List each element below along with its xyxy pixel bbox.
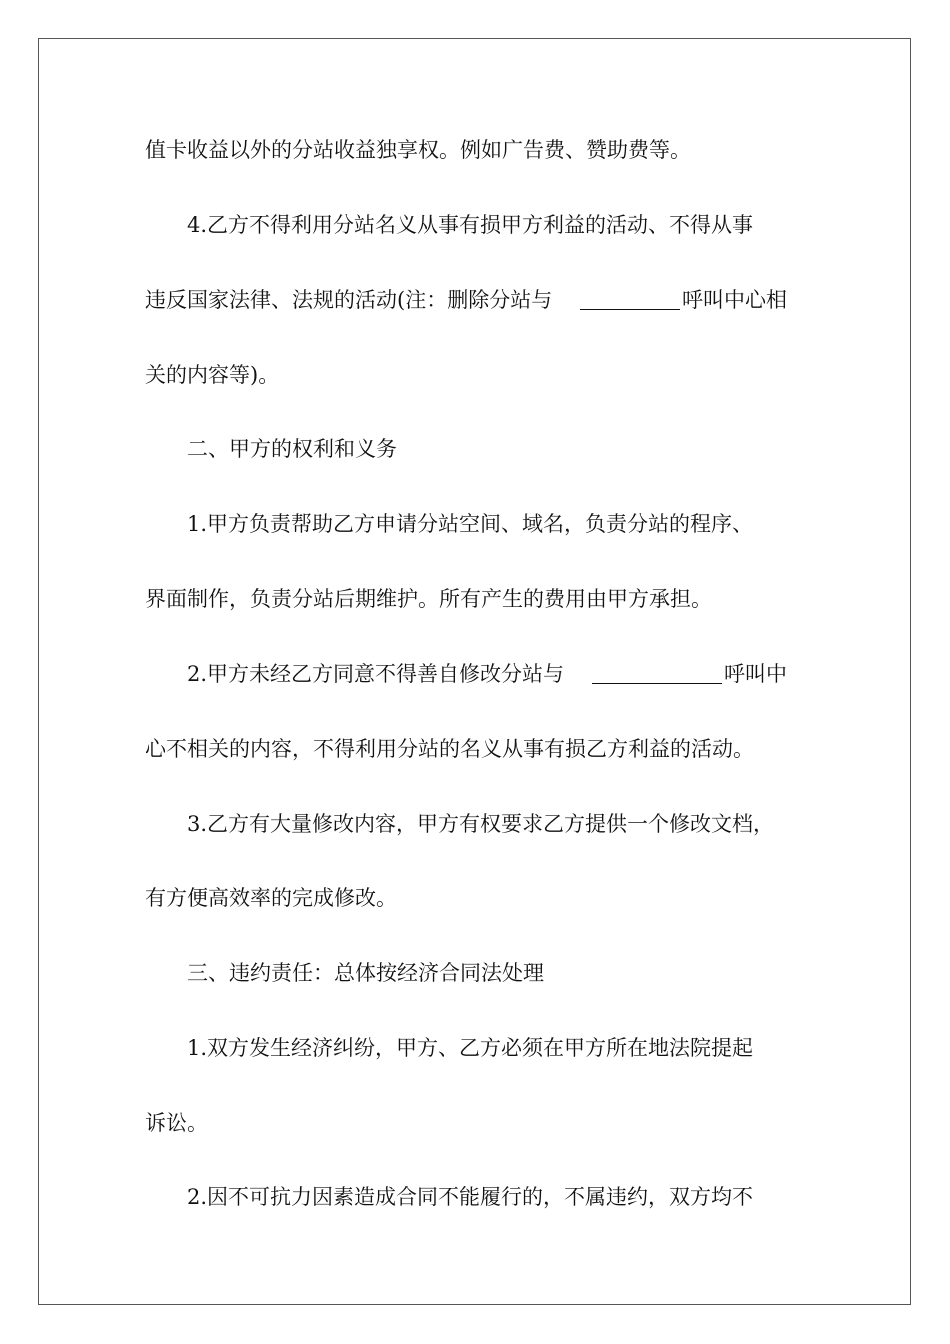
line-text: 2.因不可抗力因素造成合同不能履行的，不属违约，双方均不	[187, 1185, 754, 1209]
text-line	[0, 809, 950, 839]
section-heading	[0, 434, 950, 464]
text-line	[0, 1033, 950, 1063]
text-line	[0, 1108, 950, 1138]
line-text: 2.甲方未经乙方同意不得善自修改分站与	[187, 662, 565, 686]
line-text: 呼叫中	[724, 662, 787, 686]
line-text: 1.甲方负责帮助乙方申请分站空间、域名，负责分站的程序、	[187, 512, 754, 536]
fill-in-blank	[580, 287, 680, 310]
line-text: 关的内容等)。	[145, 363, 280, 387]
line-text: 1.双方发生经济纠纷，甲方、乙方必须在甲方所在地法院提起	[187, 1036, 754, 1060]
line-text: 4.乙方不得利用分站名义从事有损甲方利益的活动、不得从事	[187, 213, 754, 237]
line-text: 值卡收益以外的分站收益独享权。例如广告费、赞助费等。	[145, 138, 691, 162]
line-text: 违反国家法律、法规的活动(注：删除分站与	[145, 288, 553, 312]
heading-text: 二、甲方的权利和义务	[187, 437, 397, 461]
text-line	[0, 659, 950, 689]
heading-text: 三、违约责任：总体按经济合同法处理	[187, 961, 544, 985]
text-line	[0, 584, 950, 614]
text-line	[0, 135, 950, 165]
line-text: 呼叫中心相	[682, 288, 787, 312]
text-line	[0, 1182, 950, 1212]
line-text: 诉讼。	[145, 1111, 208, 1135]
text-line	[0, 509, 950, 539]
text-line	[0, 285, 950, 315]
text-line	[0, 734, 950, 764]
section-heading	[0, 958, 950, 988]
text-line	[0, 210, 950, 240]
line-text: 界面制作，负责分站后期维护。所有产生的费用由甲方承担。	[145, 587, 712, 611]
line-text: 有方便高效率的完成修改。	[145, 886, 397, 910]
line-text: 心不相关的内容，不得利用分站的名义从事有损乙方利益的活动。	[145, 737, 754, 761]
text-line	[0, 883, 950, 913]
fill-in-blank	[592, 661, 722, 684]
line-text: 3.乙方有大量修改内容，甲方有权要求乙方提供一个修改文档，	[187, 812, 775, 836]
text-line	[0, 360, 950, 390]
